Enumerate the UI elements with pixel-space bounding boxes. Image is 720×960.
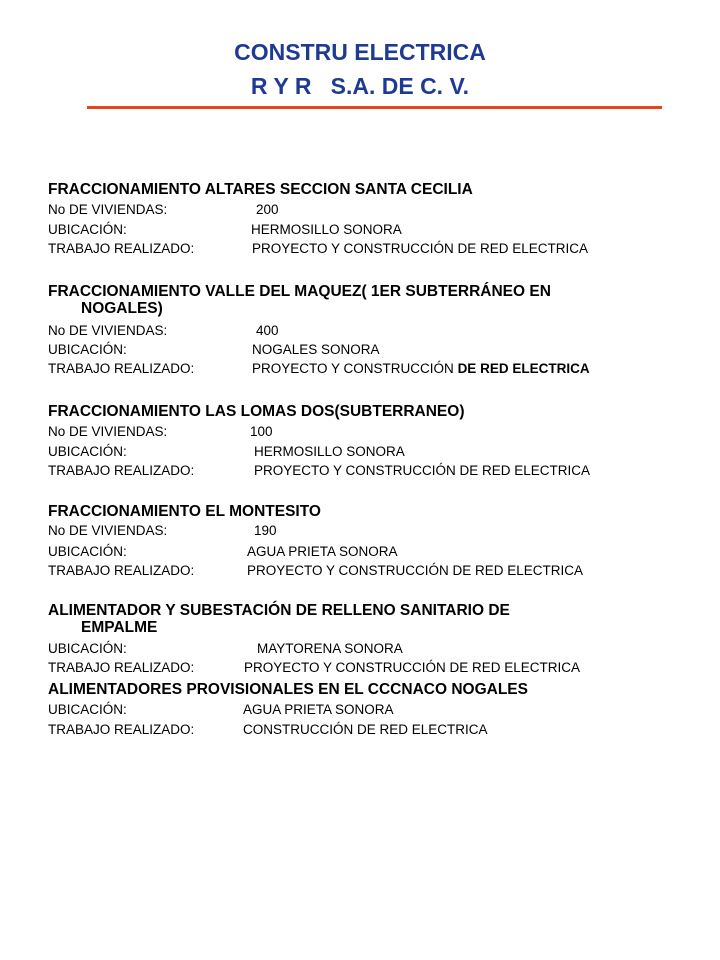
viviendas-value: 200: [256, 202, 279, 217]
project-heading: FRACCIONAMIENTO EL MONTESITO: [48, 503, 321, 520]
ubicacion-value: NOGALES SONORA: [252, 342, 380, 357]
ubicacion-label: UBICACIÓN:: [48, 222, 127, 237]
project-heading-line-1: ALIMENTADOR Y SUBESTACIÓN DE RELLENO SANITARIO DE: [48, 602, 510, 619]
trabajo-label: TRABAJO REALIZADO:: [48, 563, 195, 578]
viviendas-value: 400: [256, 323, 279, 338]
project-heading: FRACCIONAMIENTO ALTARES SECCION SANTA CECILIA: [48, 181, 473, 198]
ubicacion-value: HERMOSILLO SONORA: [254, 444, 405, 459]
viviendas-value: 100: [250, 424, 273, 439]
ubicacion-value: HERMOSILLO SONORA: [251, 222, 402, 237]
company-name: CONSTRU ELECTRICA: [234, 39, 486, 65]
project-heading: [48, 602, 510, 636]
trabajo-value: [252, 360, 590, 377]
trabajo-value: PROYECTO Y CONSTRUCCIÓN DE RED ELECTRICA: [247, 563, 584, 578]
trabajo-label: TRABAJO REALIZADO:: [48, 241, 195, 256]
trabajo-value-plain: PROYECTO Y CONSTRUCCIÓN: [252, 361, 454, 376]
header-divider: [87, 106, 662, 109]
trabajo-label: TRABAJO REALIZADO:: [48, 463, 195, 478]
ubicacion-value: AGUA PRIETA SONORA: [243, 702, 394, 717]
ubicacion-value: MAYTORENA SONORA: [257, 641, 403, 656]
trabajo-value-bold: DE RED ELECTRICA: [457, 361, 590, 376]
project-heading: ALIMENTADORES PROVISIONALES EN EL CCCNACO NOGALES: [48, 681, 528, 698]
ubicacion-value: AGUA PRIETA SONORA: [247, 544, 398, 559]
viviendas-label: No DE VIVIENDAS:: [48, 424, 168, 439]
ubicacion-label: UBICACIÓN:: [48, 641, 127, 656]
viviendas-label: No DE VIVIENDAS:: [48, 202, 168, 217]
company-legal-suffix: R Y R S.A. DE C. V.: [250, 73, 470, 99]
trabajo-value: PROYECTO Y CONSTRUCCIÓN DE RED ELECTRICA: [252, 241, 589, 256]
ubicacion-label: UBICACIÓN:: [48, 444, 127, 459]
viviendas-label: No DE VIVIENDAS:: [48, 523, 168, 538]
trabajo-value: PROYECTO Y CONSTRUCCIÓN DE RED ELECTRICA: [254, 463, 591, 478]
viviendas-value: 190: [254, 523, 277, 538]
ubicacion-label: UBICACIÓN:: [48, 702, 127, 717]
trabajo-label: TRABAJO REALIZADO:: [48, 722, 195, 737]
viviendas-label: No DE VIVIENDAS:: [48, 323, 168, 338]
project-heading-line-2: NOGALES): [81, 300, 163, 317]
trabajo-label: TRABAJO REALIZADO:: [48, 361, 195, 376]
ubicacion-label: UBICACIÓN:: [48, 342, 127, 357]
trabajo-value: PROYECTO Y CONSTRUCCIÓN DE RED ELECTRICA: [244, 660, 581, 675]
project-heading: FRACCIONAMIENTO LAS LOMAS DOS(SUBTERRANEO): [48, 403, 465, 420]
project-heading-line-2: EMPALME: [81, 619, 158, 636]
project-heading: [48, 283, 551, 317]
project-heading-line-1: FRACCIONAMIENTO VALLE DEL MAQUEZ( 1ER SUBTERRÁNEO EN: [48, 283, 551, 300]
trabajo-label: TRABAJO REALIZADO:: [48, 660, 195, 675]
trabajo-value: CONSTRUCCIÓN DE RED ELECTRICA: [243, 722, 488, 737]
ubicacion-label: UBICACIÓN:: [48, 544, 127, 559]
